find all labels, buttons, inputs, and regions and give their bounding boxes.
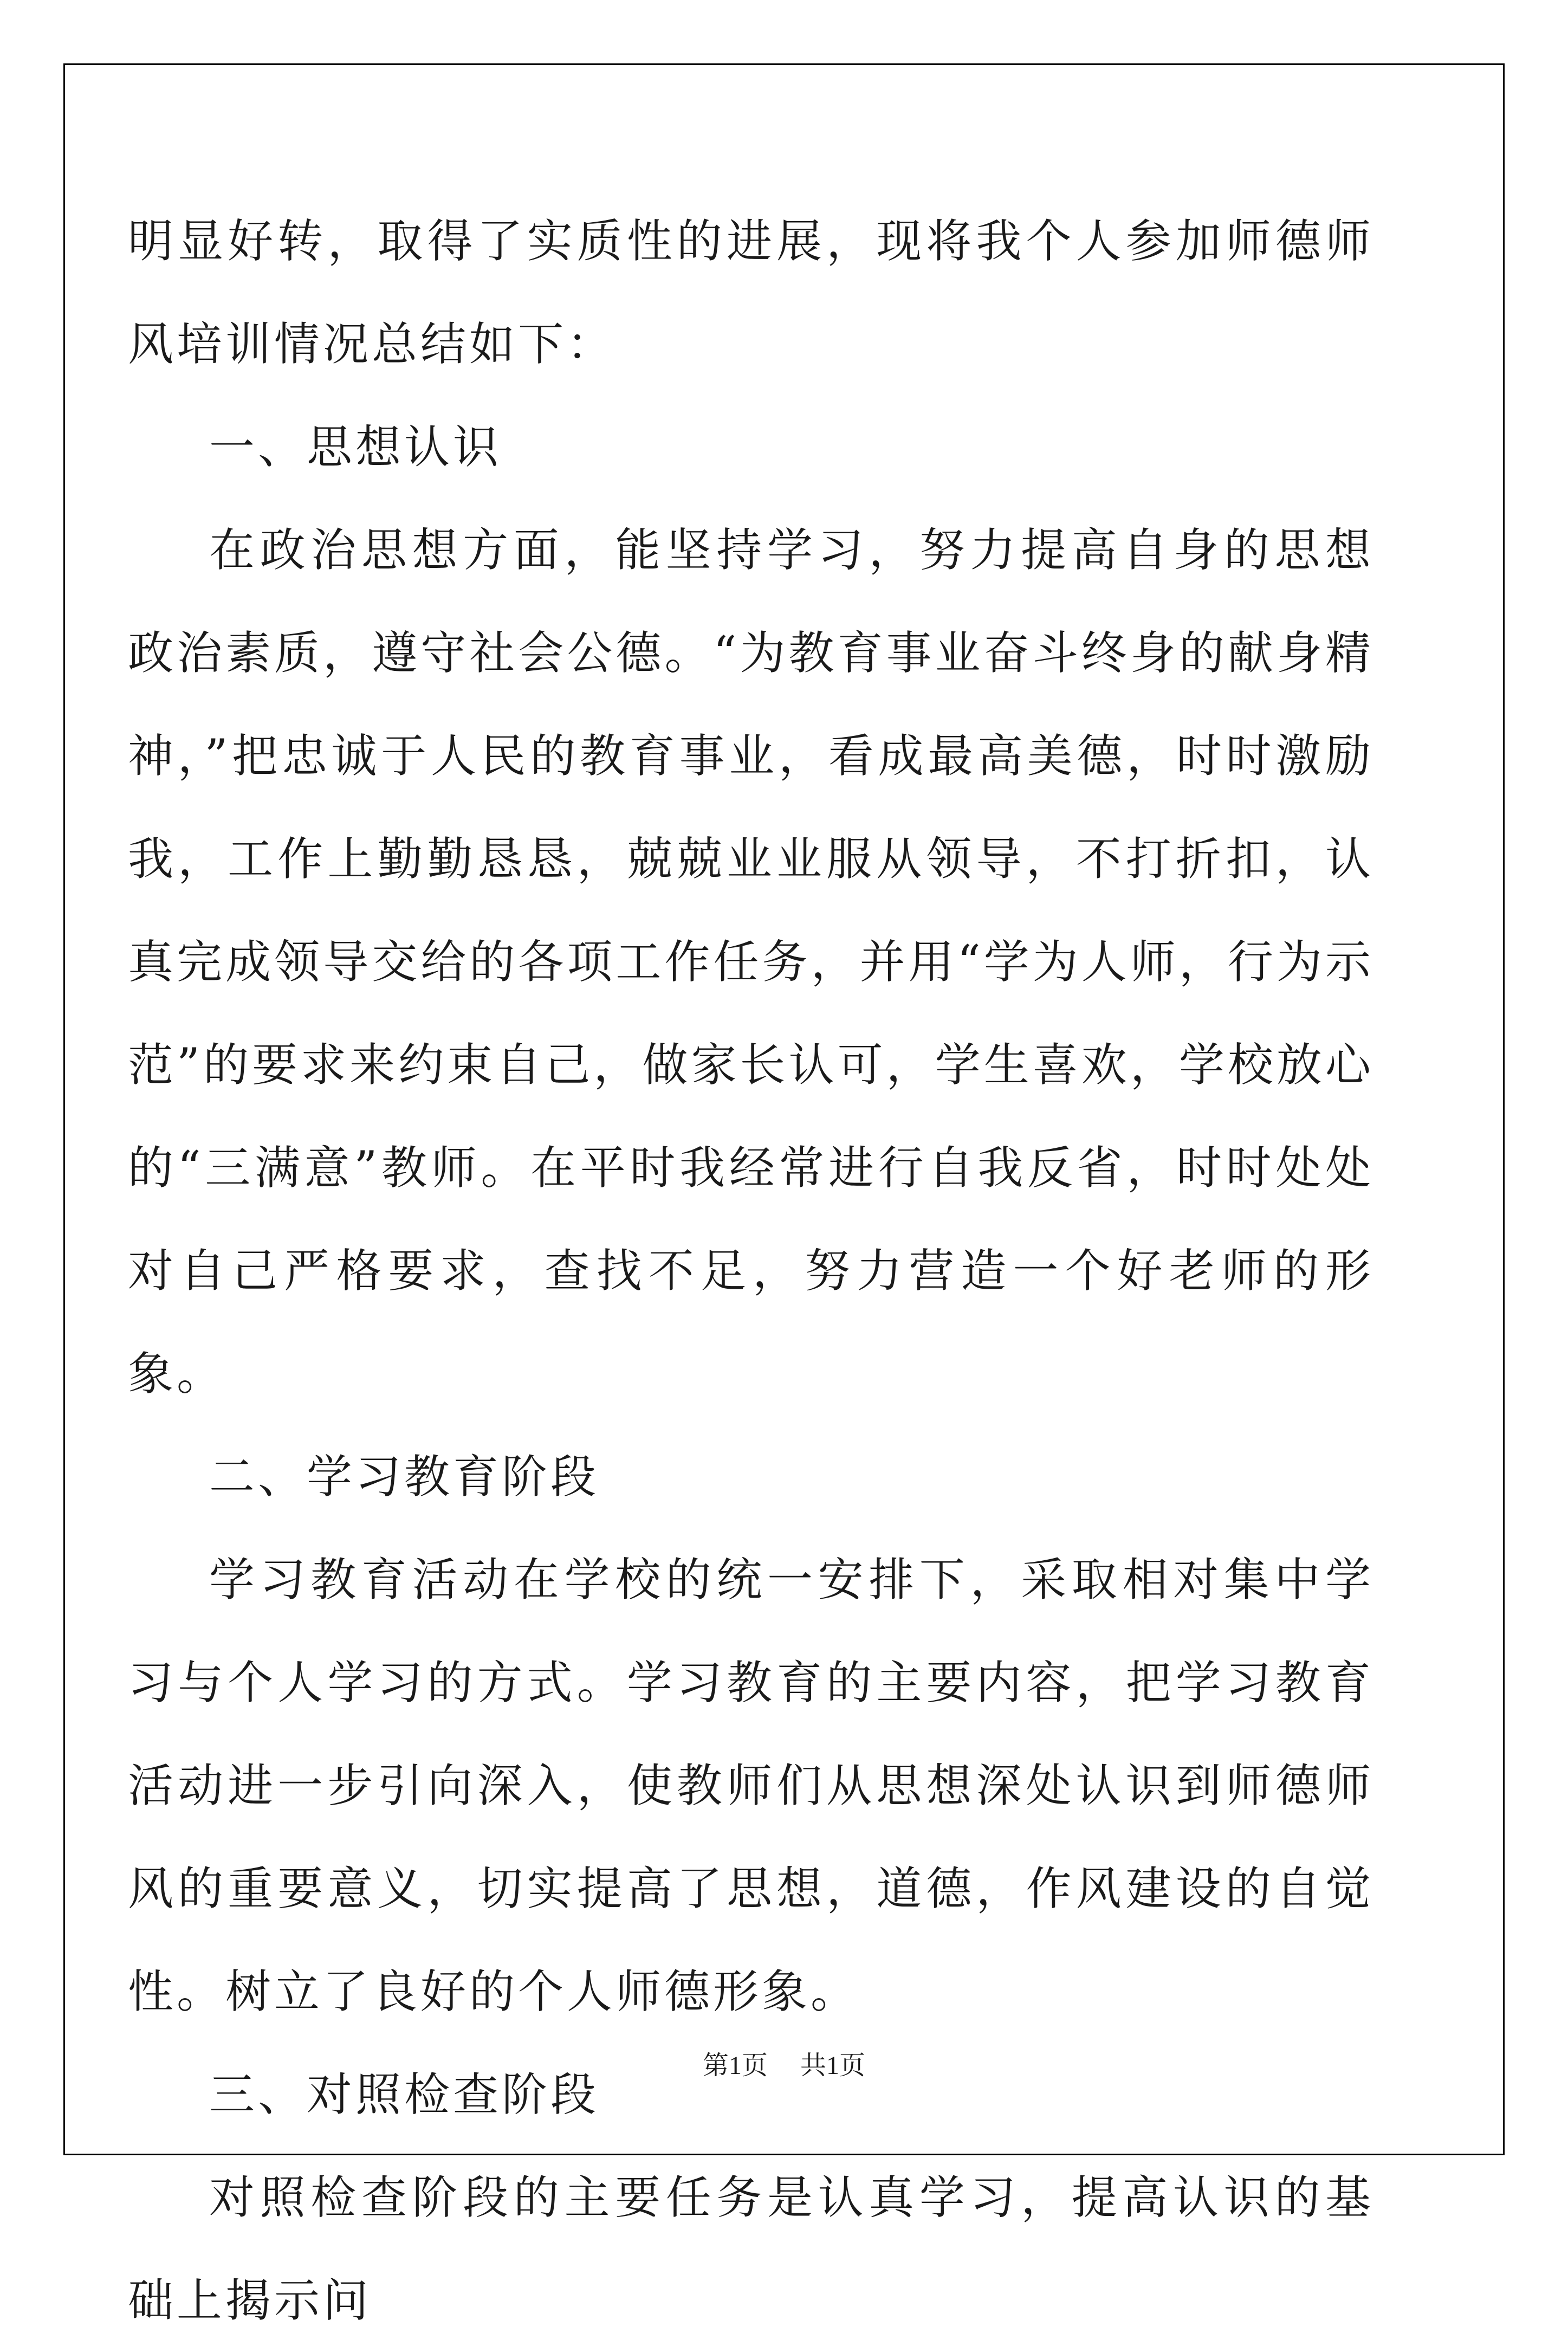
page-footer bbox=[0, 2050, 1568, 2082]
document-body bbox=[128, 190, 1374, 2352]
paragraph-section-3: 对照检查阶段的主要任务是认真学习，提高认识的基础上揭示问 bbox=[128, 2171, 1374, 2327]
page-total: 共1页 bbox=[800, 2051, 866, 2080]
heading-section-2: 二、学习教育阶段 bbox=[209, 1450, 600, 1503]
heading-section-1: 一、思想认识 bbox=[209, 421, 502, 474]
heading-section-3: 三、对照检查阶段 bbox=[209, 2068, 600, 2121]
paragraph-intro: 明显好转，取得了实质性的进展，现将我个人参加师德师风培训情况总结如下： bbox=[128, 215, 1374, 371]
paragraph-section-1: 在政治思想方面，能坚持学习，努力提高自身的思想政治素质，遵守社会公德。“为教育事业奋斗终身的献身精神，”把忠诚于人民的教育事业，看成最高美德，时时激励我，工作上勤勤恳恳，兢兢业业服从领导，不打折扣，认真完成领导交给的各项工作任务，并用“学为人师，行为示范”的要求来约束自己，做家长认可，学生喜欢，学校放心的“三满意”教师。在平时我经常进行自我反省，时时处处对自己严格要求，查找不足，努力营造一个好老师的形象。 bbox=[128, 524, 1374, 1400]
paragraph-section-2: 学习教育活动在学校的统一安排下，采取相对集中学习与个人学习的方式。学习教育的主要内容，把学习教育活动进一步引向深入，使教师们从思想深处认识到师德师风的重要意义，切实提高了思想，道德，作风建设的自觉性。树立了良好的个人师德形象。 bbox=[128, 1553, 1374, 2018]
page-number: 第1页 bbox=[702, 2051, 768, 2080]
